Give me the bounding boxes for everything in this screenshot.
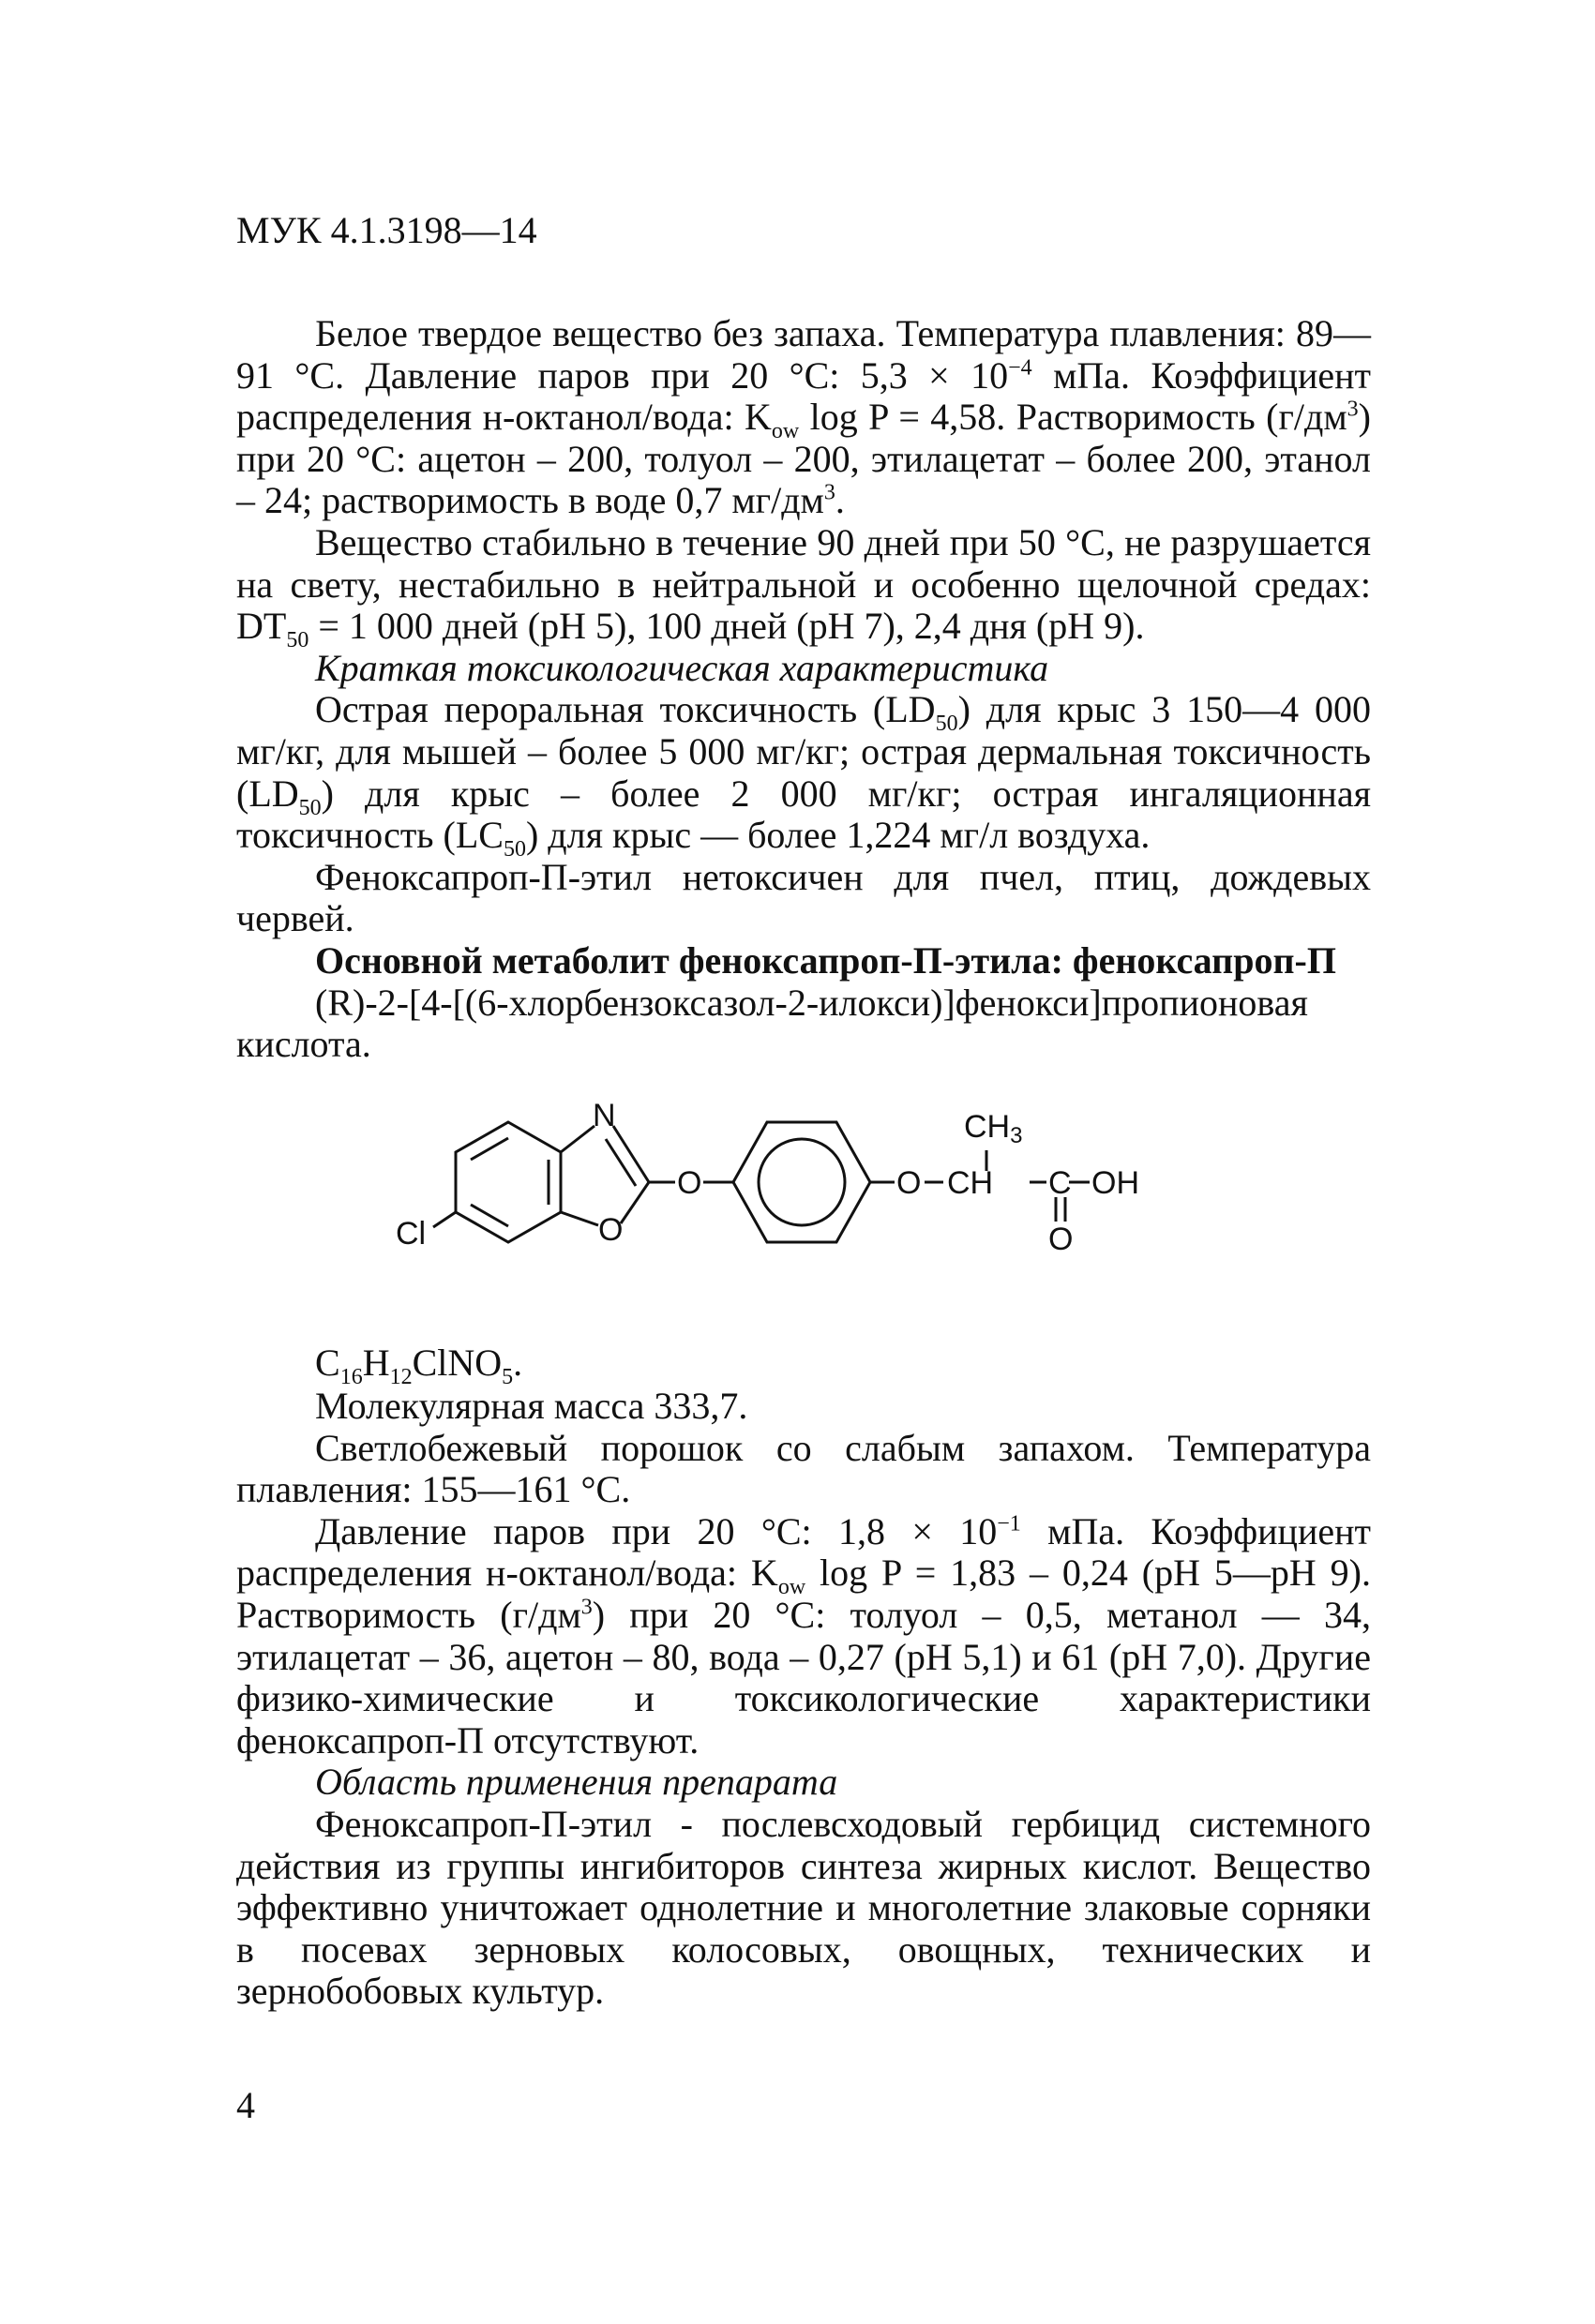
molecular-formula: $C_{16}H_{12}ClNO_5$. <box>315 1341 523 1389</box>
atom-ch3: CH3 <box>964 1108 1023 1148</box>
atom-cl: Cl <box>396 1215 427 1252</box>
atom-n: N <box>593 1097 616 1133</box>
bond-cl <box>433 1212 456 1227</box>
atom-o-ring: O <box>598 1211 624 1248</box>
atom-o-carbonyl: O <box>1048 1221 1074 1257</box>
section-title-toxicology: Краткая токсикологическая характеристика <box>315 646 1049 689</box>
document-page <box>236 187 1371 2013</box>
paragraph-iupac-name: (R)-2-[4-[(6-хлорбензоксазол-2-илокси)]фенокси]пропионовая кислота. <box>236 981 1308 1066</box>
atom-o-link2: O <box>896 1164 922 1201</box>
atom-ch: CH <box>947 1164 994 1201</box>
bond-c-n <box>561 1126 594 1152</box>
paragraph-toxicity: Острая пероральная токсичность $(LD_{50})$ для крыс 3 150—4 000 мг/кг, для мышей – более 5 000 мг/кг; острая дермальная токсичность $(LD_{50})$ для крыс – более 2 000 мг/кг; острая ингаляционная токсичность $(LC_{50})$ для крыс — более 1,224 мг/л воздуха. <box>236 688 1371 862</box>
paragraph-application: Феноксапроп-П-этил - послевсходовый гербицид системного действия из группы ингибиторов синтеза жирных кислот. Вещество эффективно уничтожает однолетние и многолетние злаковые сорняки в посевах зерновых колосовых, овощных, технических и зернобобовых культур. <box>236 1803 1371 2013</box>
chemical-structure-diagram <box>377 1085 1221 1319</box>
section-title-application: Область применения препарата <box>315 1761 838 1804</box>
bond-n-c2-double <box>606 1139 636 1186</box>
page-number: 4 <box>236 2084 255 2126</box>
benzo-ring <box>456 1122 561 1242</box>
structural-formula <box>236 1085 1371 1319</box>
bond-n-c2 <box>613 1126 649 1182</box>
paragraph-stability: Вещество стабильно в течение 90 дней при 50 °С, не разрушается на свету, нестабильно в нейтральной и особенно щелочной средах: $DT_{50} = 1$ 000 дней (pH 5), 100 дней (pH 7), 2,4 дня (pH 9). <box>236 520 1371 653</box>
atom-oh: OH <box>1091 1164 1139 1201</box>
paragraph-metabolite-properties: Давление паров при 20 °С: $1,8 \times 10^{-1}$ мПа. Коэффициент распределения н-октанол/вода: $K_{ow}$ log P = 1,83 – 0,24 (pH 5—pH 9). Растворимость $(г/дм^3)$ при 20 °С: толуол – 0,5, метанол — 34, этилацетат – 36, ацетон – 80, вода – 0,27 (pH 5,1) и 61 (pH 7,0). Другие физико-химические и токсикологические характеристики феноксапроп-П отсутствуют. <box>236 1509 1372 1762</box>
atom-c: C <box>1048 1164 1072 1201</box>
atom-o-link1: O <box>677 1164 702 1201</box>
bond-c2-o <box>621 1182 649 1223</box>
phenyl-aromatic-circle <box>759 1139 845 1225</box>
paragraph-properties: Белое твердое вещество без запаха. Температура плавления: 89—91 °С. Давление паров при 20 °С: $5,3 \times 10^{-4}$ мПа. Коэффициент распределения н-октанол/вода: $K_{ow}$ log P = 4,58. Растворимость $(г/дм^3)$ при 20 °С: ацетон – 200, толуол – 200, этилацетат – более 200, этанол – 24; растворимость в воде 0,7 $мг/дм^3$. <box>236 312 1372 522</box>
metabolite-title: Основной метаболит феноксапроп-П-этила: феноксапроп-П <box>315 938 1336 982</box>
molecular-mass: Молекулярная масса 333,7. <box>315 1384 748 1427</box>
paragraph-metabolite-appearance: Светлобежевый порошок со слабым запахом. Температура плавления: 155—161 °С. <box>236 1426 1371 1511</box>
bond-o-c <box>561 1212 598 1225</box>
doc-header: МУК 4.1.3198—14 <box>236 209 537 251</box>
paragraph-ecotox: Феноксапроп-П-этил нетоксичен для пчел, птиц, дождевых червей. <box>236 855 1371 940</box>
